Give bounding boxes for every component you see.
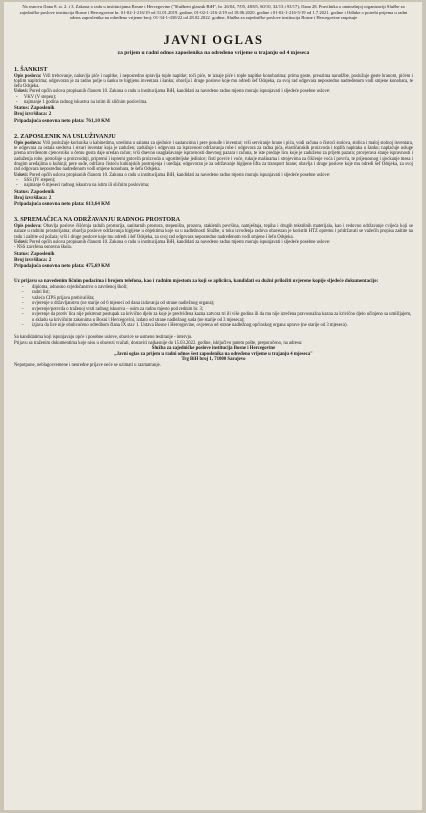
position-1-salary: Pripadajuća osnovna neto plata: 761,10 KM <box>14 117 110 124</box>
conditions-label: Uslovi: <box>14 240 29 246</box>
document-item: - izjava da lice nije obuhvaćeno odredbom člana IX stav 1. Ustava Bosne i Hercegovine, ovjerena od strane nadležnog općinskog organa uprave (ne starije od 3 mjeseca). <box>14 323 413 328</box>
deadline-note: Prijavu sa traženim dokumentima koje nisu u obavezi vračati, dostaviti najkasnije do 15.03.2022. godine, isključivo putem pošte, preporučeno, na adresu: <box>14 340 303 346</box>
application-section <box>14 279 413 368</box>
duties-label: Opis poslova: <box>14 224 42 230</box>
position-3-count: Broj izvršilaca: 2 <box>14 256 52 263</box>
req-text: NSS završena osnovna škola. <box>16 245 72 251</box>
position-2-salary: Pripadajuća osnovna neto plata: 613,64 KM <box>14 200 110 207</box>
position-3-req-1: - NSS završena osnovna škola. <box>14 245 72 251</box>
conditions-text: Pored općih uslova propisanih članom 10. Zakona o radu u institucijama BiH, kandidati za navedeno radno mjesto moraju ispunjavati i sljedeće posebne uslove: <box>28 240 331 246</box>
position-1-count: Broj izvršilaca: 2 <box>14 111 52 118</box>
conditions-text: Pored općih uslova propisanih članom 10. Zakona o radu u institucijama BiH, kandidati za navedeno radno mjesto moraju ispunjavati i sljedeće posebne uslove: <box>28 172 331 178</box>
position-2 <box>14 133 413 207</box>
duties-text: Vrši poslužuje korisnika u kabinetima, uredima u salama za sjednice i sastancima i pere posuđe i inventar; vrši serviranje hrane i pića, vodi računa o čistoći stolova, stolica i maloj stolnoj inventara, te odgovara za ostala sredstva i stvari inventar koja je zadužen; zadužuje i odgovara za ispravnost održavanja robe i odgovora za radna pića, elastičanskih proizvoda i toplih napitaka u šanku; naplaćuje usluge prema utvrđenom cjenovniku u čemu gosta daje uredan račun; vrši dnevno usaglašavanje ispravnosti dnevnog pazara i računa, te iste predaje licu koje je zaduženo za prijem pazara; provjerava stanje ispravnosti i zaduženja robe, potrošnje u proizvodnji, pripremi i ispremi gotovih proizvoda u ugostiteljske jedinice; čisti povrće i voće, rukuje mašinama i strojevima za čišćenje voća i povrća, te prijenosnog i sjeckanje mesa i drugim uređajima u kuhinji; pere suđe, održava čistoću kuhinjskih postrojenja i uređaja; odgovoran je za održavanje higijene lifta za transport hrane; obavlja i druge poslove koje mu odredi šef Odsjeka, za svoj rad odgovara neposredno nadređenom vođi smjene konobara, te šefu Odsjeka. <box>14 140 413 173</box>
duties-label: Opis poslova: <box>14 140 42 146</box>
position-1-duties <box>14 74 413 90</box>
position-3-status: Status: Zaposlenik <box>14 250 55 257</box>
address-line-2: „Javni oglas za prijem u radni odnos šest zaposlenika na određeno vrijeme u trajanju 4 mjeseca" <box>114 351 313 357</box>
position-2-status: Status: Zaposlenik <box>14 188 55 195</box>
position-1-status: Status: Zaposlenik <box>14 105 55 112</box>
intro-paragraph: Na osnovu člana 8. st. 2. i 3. Zakona o radu u institucijama Bosne i Hercegovine ("Službeni glasnik BiH", br. 26/04, 7/05, 48/05, 60/10, 32/13 i 93/17), člana 28. Pravilnika o unutrašnjoj organizaciji Službe za zajedničke poslove institucija Bosne i Hercegovine br. 01-02-1-216/19 od 31.01.2019. godine, 01-02-1-216-2/19 od 18.06.2020. godine i 01-02-1-216-5/19 od 1.7.2021. godine i Odluke o potrebi prijema u radni odnos zaposlenika na određeno vrijeme broj: 01-34-1-430/22 od 28.02.2022. godine, Služba za zajedničke poslove institucija Bosne i Hercegovine raspisuje <box>19 4 408 20</box>
selection-note: Sa kandidatima koji ispunjavaju opće i posebne uslove, obavice se usmeno testiranje - intervju. <box>14 335 193 341</box>
position-1-req-1: - VKV (V stepen); <box>14 95 413 100</box>
document-item: - radni list; <box>14 290 413 295</box>
notice-subtitle: za prijem u radni odnos zaposlenika na određeno vrijeme u trajanju od 4 mjeseca <box>117 49 310 56</box>
position-2-heading: 2. ZAPOSLENIK NA USLUŽIVANJU <box>14 132 116 140</box>
notice-title: JAVNI OGLAS <box>163 32 264 47</box>
document-item: - uvjerenje/potvrda o traženoj vrsti radnog iskustva – osim za radno mjesto pod rednim br. 3; <box>14 307 413 312</box>
conditions-label: Uslovi: <box>14 89 29 95</box>
position-3-duties <box>14 224 413 240</box>
position-3 <box>14 216 413 269</box>
position-1-req-2: - najmanje 1 godina radnog iskustva na istim ili sličnim poslovima. <box>14 100 413 105</box>
position-2-count: Broj izvršilaca: 2 <box>14 194 52 201</box>
application-heading: Uz prijavu sa navedenim ličnim podacima i brojem telefona, kao i radnim mjestom za koji se apliciira, kandidati su dužni priložiti uvjerene kopije sljedeće dokumentacije: <box>14 279 379 285</box>
position-2-req-2: - najmanje 6 mjeseci radnog iskustva na istim ili sličnim poslovima; <box>14 183 413 188</box>
conditions-text: Pored općih uslova propisanih članom 10. Zakona o radu u institucijama BiH, kandidati za navedeno radno mjesto moraju ispunjavati i sljedeće posebne uslove: <box>28 89 331 95</box>
position-1-heading: 1. ŠANKIST <box>14 65 48 73</box>
position-3-salary: Pripadajuća osnovna neto plata: 475,69 KM <box>14 263 110 270</box>
duties-label: Opis poslova: <box>14 73 42 79</box>
document-item: - uvjerenje da protiv lica nije pokrenut postupak za krivično djelo za koje je predviđena kazna zatvora tri ili više godina ili da mu nije izrečena pravosnažna kazna za krivično djelo učinjeno sa umišljajem, u skladu sa krivičnim zakonima u Bosni i Hercegovini, izdato od strane nadležnog suda (ne starije od 3 mjeseca); <box>14 312 413 323</box>
job-notice-page <box>4 2 422 810</box>
position-2-duties <box>14 141 413 173</box>
document-item: - diploma, odnosno svjedočanstvo o završenoj školi; <box>14 285 413 290</box>
document-item: - važeća CIPS prijava prebivališta; <box>14 296 413 301</box>
document-item: - uvjerenje o državljanstvu (ne starije od 6 mjeseci od dana izdavanja od strane nadležnog organa); <box>14 301 413 306</box>
position-2-req-1: - SSS (IV stepen); <box>14 178 413 183</box>
address-line-1: Služba za zajedničke poslove institucija Bosne i Hercegovine <box>151 345 276 351</box>
position-3-heading: 3. SPREMAČICA NA ODRŽAVANJU RADNOG PROSTORA <box>14 216 181 224</box>
duties-text: Vrši trebovanje, nabavlja piće i napitke, i neposredno spravlja tople napitke; toči piće, te iznaje piće i tople napitke konobarima; prima goste, preuzima narudžbe, poslužuje goste hranom, pićem i toplim napitcima; odgovoran je za radno polje u šanku te higijenu inventara i šanku; obavlja i druge poslove koje mu odredi šef Odsjeka, za svoj rad odgovara neposredno nadređenom vođi smjene konobara, te šefu Odsjeka. <box>14 73 413 90</box>
closing-note: Nepotpune, neblagovremene i neuredne prijave neće se uzimati u razmatranje. <box>14 362 161 368</box>
duties-text: Obavlja poslove čišćenja radnih prostorija, sanitarnih prostora, stepeništa, prozora, staklenih površina, namještaja, tepiha i drugih tekstilnih materijala, kao i redovno održavanje cvijeća koji se nalaze u radnim prostorijama; obavlja poslove održavanja higijene u objektima koje su u nadležnosti Službe, u toku izvođenja radova obavezan je koristiti HTZ opremu i pridržavati se važećih propisa zaštite na radu i zaštite od požara; vrši i druge poslove koje mu odredi i šef Odsjeka, za svoj rad odgovara neposredno nadređenom vođi smjene i šefu Odsjeka. <box>14 224 413 240</box>
conditions-label: Uslovi: <box>14 172 29 178</box>
position-1 <box>14 66 413 124</box>
address-line-3: Trg BiH broj 1, 71000 Sarajevo <box>181 357 246 363</box>
